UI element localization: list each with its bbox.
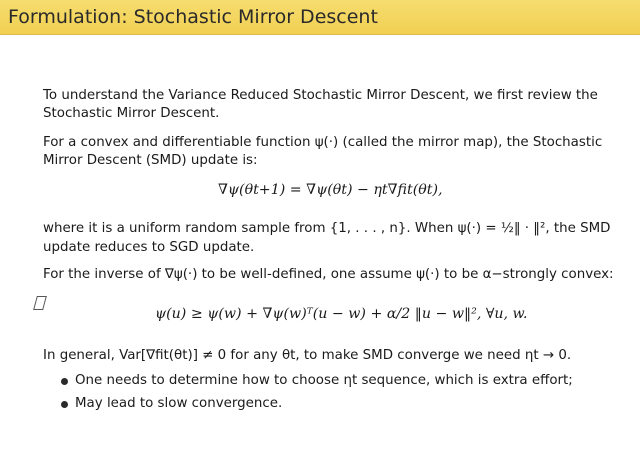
equation-smd-update: ∇ψ(θt+1) = ∇ψ(θt) − ηt∇fit(θt), xyxy=(218,182,443,198)
bullet-item-1: One needs to determine how to choose ηt sequence, which is extra effort; xyxy=(75,373,573,388)
para1-line2: Stochastic Mirror Descent. xyxy=(43,106,220,121)
para4-line1: For the inverse of ∇ψ(·) to be well-defined, one assume ψ(·) to be α−strongly convex: xyxy=(43,267,614,282)
bullet-icon xyxy=(61,378,68,385)
bullet-item-2: May lead to slow convergence. xyxy=(75,396,283,411)
slide-title: Formulation: Stochastic Mirror Descent xyxy=(8,6,378,28)
para1-line1: To understand the Variance Reduced Stochastic Mirror Descent, we first review the xyxy=(43,88,598,103)
para3-line1: where it is a uniform random sample from {1, . . . , n}. When ψ(·) = ½‖ · ‖², the SMD xyxy=(43,221,611,236)
equation-strong-convexity: ψ(u) ≥ ψ(w) + ∇ψ(w)ᵀ(u − w) + α/2 ‖u − w‖², ∀u, w. xyxy=(155,306,528,322)
para2-line2: Mirror Descent (SMD) update is: xyxy=(43,153,258,168)
para5-line1: In general, Var[∇fit(θt)] ≠ 0 for any θt, to make SMD converge we need ηt → 0. xyxy=(43,348,572,363)
para3-line2: update reduces to SGD update. xyxy=(43,240,255,255)
mouse-cursor-icon xyxy=(33,296,47,310)
slide-title-bar xyxy=(0,0,640,35)
bullet-icon xyxy=(61,401,68,408)
para2-line1: For a convex and differentiable function ψ(·) (called the mirror map), the Stochastic xyxy=(43,135,603,150)
